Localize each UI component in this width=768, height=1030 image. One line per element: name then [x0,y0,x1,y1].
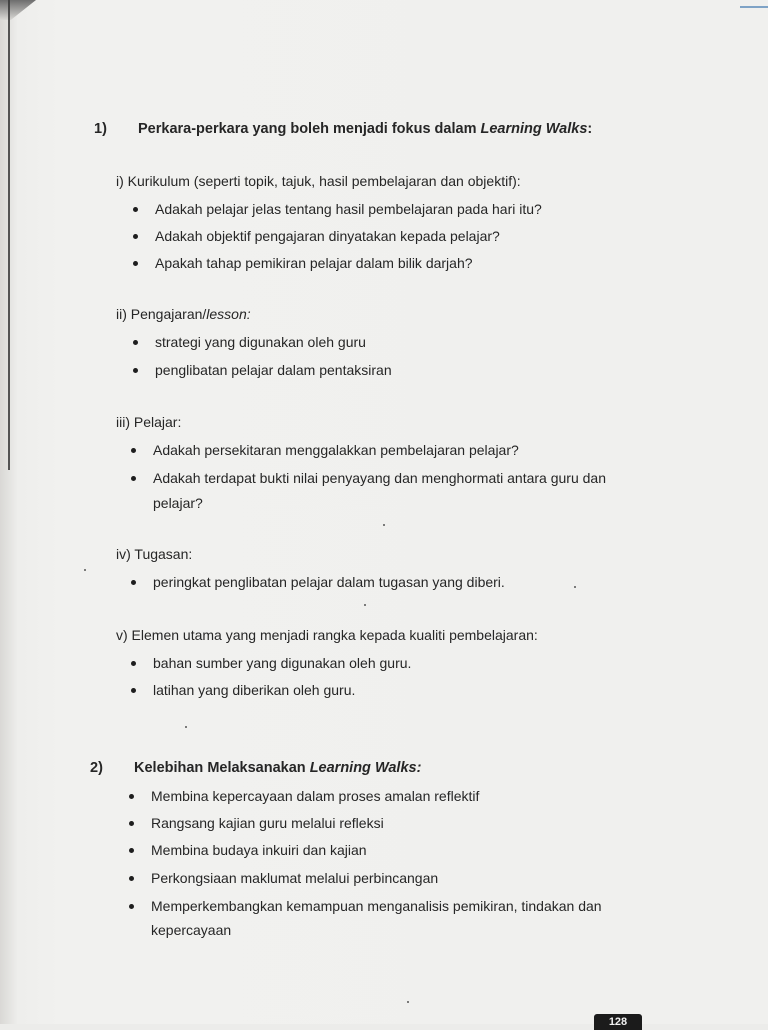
page-number: 128 [594,1014,642,1030]
list-item: bahan sumber yang digunakan oleh guru. [153,655,412,671]
list-item: latihan yang diberikan oleh guru. [153,682,356,698]
scan-speck [574,586,576,588]
list-item: Adakah terdapat bukti nilai penyayang dan menghormati antara guru dan [153,470,606,486]
section-2-title [134,759,421,777]
scan-speck [364,604,366,606]
subsection-i-label: i) Kurikulum (seperti topik, tajuk, hasil pembelajaran dan objektif): [116,173,521,189]
list-item: penglibatan pelajar dalam pentaksiran [155,362,392,378]
section-1-number: 1) [94,121,107,137]
binding-edge-line [8,0,10,470]
list-item: Membina kepercayaan dalam proses amalan reflektif [151,788,480,804]
corner-mark [740,6,768,8]
subsection-iii-label: iii) Pelajar: [116,414,182,430]
list-item: Rangsang kajian guru melalui refleksi [151,815,384,831]
section-2-title-text: Kelebihan Melaksanakan [134,760,310,776]
scan-speck [185,726,187,728]
list-item-continuation: kepercayaan [151,922,232,938]
list-item: strategi yang digunakan oleh guru [155,334,366,350]
scan-speck [407,1001,409,1003]
list-item: Memperkembangkan kemampuan menganalisis pemikiran, tindakan dan [151,898,602,914]
binding-shadow [0,0,36,20]
section-2-number: 2) [90,760,103,776]
scan-speck [84,569,86,571]
section-1-title-suffix: : [587,121,593,137]
list-item: Membina budaya inkuiri dan kajian [151,842,367,858]
list-item: Adakah pelajar jelas tentang hasil pembelajaran pada hari itu? [155,201,542,217]
subsection-ii-label-text: ii) Pengajaran/ [116,306,207,322]
section-2-title-italic: Learning Walks: [309,760,422,776]
section-1-title-text: Perkara-perkara yang boleh menjadi fokus dalam [138,121,481,137]
list-item: peringkat penglibatan pelajar dalam tugasan yang diberi. [153,574,505,590]
list-item: Adakah objektif pengajaran dinyatakan kepada pelajar? [155,228,500,244]
subsection-ii-label-italic: lesson: [206,306,251,322]
list-item: Adakah persekitaran menggalakkan pembelajaran pelajar? [153,442,519,458]
list-item-continuation: pelajar? [153,495,203,511]
subsection-ii-label [116,305,251,323]
subsection-v-label: v) Elemen utama yang menjadi rangka kepada kualiti pembelajaran: [116,627,538,643]
section-1-title-italic: Learning Walks [480,121,588,137]
scan-speck [383,524,385,526]
section-1-title [138,120,592,138]
list-item: Perkongsiaan maklumat melalui perbincangan [151,870,439,886]
list-item: Apakah tahap pemikiran pelajar dalam bilik darjah? [155,255,473,271]
subsection-iv-label: iv) Tugasan: [116,546,193,562]
